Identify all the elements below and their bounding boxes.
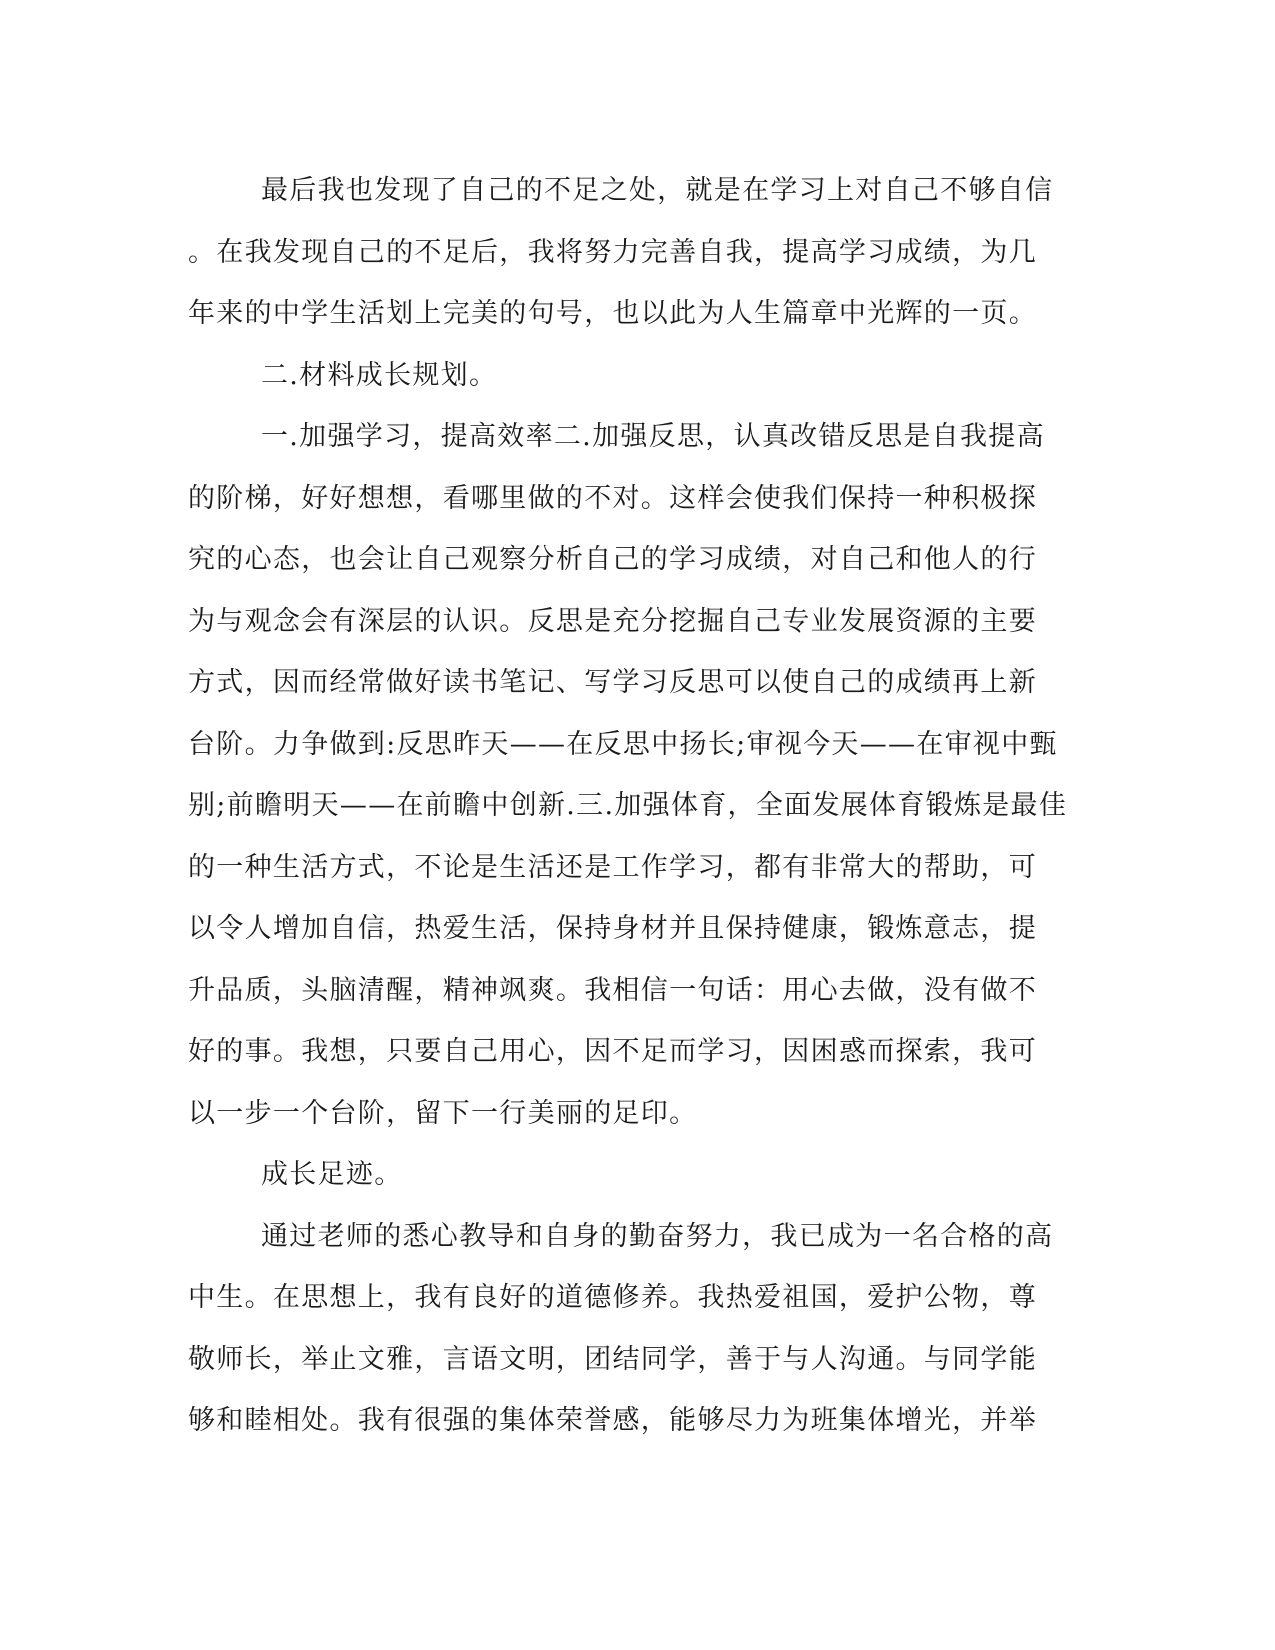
text-line: 好的事。我想，只要自己用心，因不足而学习，因困惑而探索，我可 [188, 1036, 1037, 1067]
section-heading: 二.材料成长规划。 [261, 359, 498, 391]
document-body [188, 160, 1078, 1452]
text-line: 究的心态，也会让自己观察分析自己的学习成绩，对自己和他人的行 [188, 544, 1037, 575]
text-line: 为与观念会有深层的认识。反思是充分挖掘自己专业发展资源的主要 [188, 605, 1037, 637]
text-line: 升品质，头脑清醒，精神飒爽。我相信一句话：用心去做，没有做不 [188, 974, 1037, 1006]
text-line: 的阶梯，好好想想，看哪里做的不对。这样会使我们保持一种积极探 [188, 482, 1037, 514]
text-line: 敬师长，举止文雅，言语文明，团结同学，善于与人沟通。与同学能 [188, 1343, 1037, 1375]
text-line: 以令人增加自信，热爱生活，保持身材并且保持健康，锻炼意志，提 [188, 913, 1037, 944]
text-line: 。在我发现自己的不足后，我将努力完善自我，提高学习成绩，为几 [188, 236, 1037, 268]
text-line: 中生。在思想上，我有良好的道德修养。我热爱祖国，爱护公物，尊 [188, 1282, 1037, 1313]
text-line: 方式，因而经常做好读书笔记、写学习反思可以使自己的成绩再上新 [188, 667, 1037, 698]
text-line: 别;前瞻明天——在前瞻中创新.三.加强体育，全面发展体育锻炼是最佳 [188, 790, 1068, 821]
text-line: 一.加强学习，提高效率二.加强反思，认真改错反思是自我提高 [261, 421, 1045, 452]
text-line: 够和睦相处。我有很强的集体荣誉感，能够尽力为班集体增光，并举 [188, 1405, 1037, 1436]
text-line: 通过老师的悉心教导和自身的勤奋努力，我已成为一名合格的高 [261, 1220, 1054, 1252]
text-line: 的一种生活方式，不论是生活还是工作学习，都有非常大的帮助，可 [188, 851, 1037, 883]
text-line: 台阶。力争做到:反思昨天——在反思中扬长;审视今天——在审视中甄 [188, 728, 1058, 760]
text-line: 最后我也发现了自己的不足之处，就是在学习上对自己不够自信 [261, 175, 1054, 206]
text-line: 以一步一个台阶，留下一行美丽的足印。 [188, 1097, 698, 1129]
text-line: 年来的中学生活划上完美的句号，也以此为人生篇章中光辉的一页。 [188, 298, 1037, 329]
section-heading: 成长足迹。 [261, 1159, 403, 1190]
